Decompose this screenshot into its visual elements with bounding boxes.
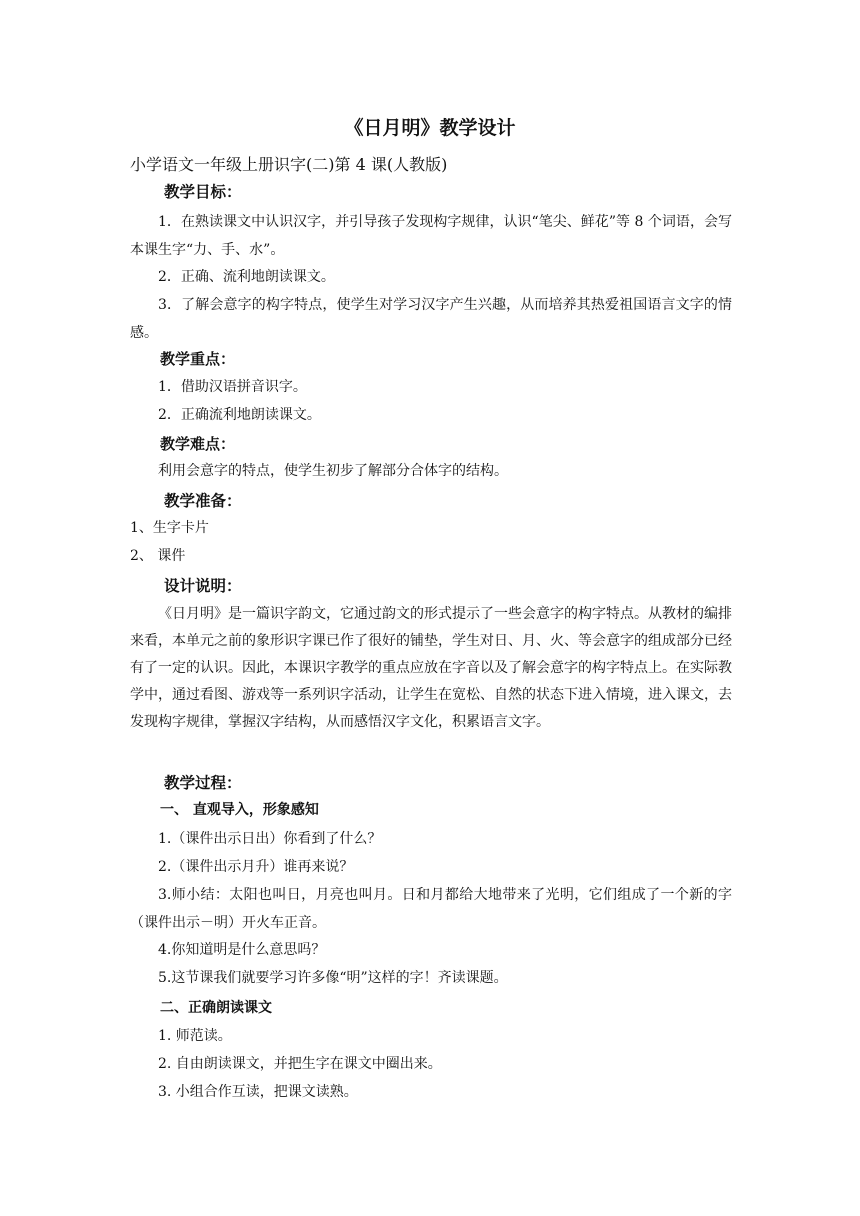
process-item: 5.这节课我们就要学习许多像“明”这样的字！齐读课题。 — [158, 970, 508, 986]
page-subtitle: 小学语文一年级上册识字(二)第 4 课(人教版) — [130, 155, 448, 174]
process-heading: 教学过程： — [164, 774, 242, 792]
design-note-text: 《日月明》是一篇识字韵文，它通过韵文的形式提示了一些会意字的构字特点。从教材的编排来看，本单元之前的象形识字课已作了很好的铺垫，学生对日、月、火、等会意字的组成部分已经有了一定的认识。因此，本课识字教学的重点应放在字音以及了解会意字的构字特点上。在实际教学中，通过看图、游戏等一系列识字活动，让学生在宽松、自然的状态下进入情境，进入课文，去发现构字规律，掌握汉字结构，从而感悟汉字文化，积累语言文字。 — [130, 606, 732, 730]
process-section1-heading: 一、 直观导入，形象感知 — [160, 802, 319, 818]
difficulties-heading: 教学难点： — [160, 435, 236, 453]
design-note-heading: 设计说明： — [164, 577, 242, 595]
key-point-item: 2．正确流利地朗读课文。 — [158, 407, 321, 423]
difficulties-text: 利用会意字的特点，使学生初步了解部分合体字的结构。 — [158, 463, 508, 479]
goal-item: 1．在熟读课文中认识汉字，并引导孩子发现构字规律，认识“笔尖、鲜花”等 8 个词语，会写本课生字“力、手、水”。 — [130, 214, 732, 258]
key-points-heading: 教学重点： — [160, 350, 236, 368]
goals-heading: 教学目标： — [164, 183, 242, 201]
goal-item: 3．了解会意字的构字特点，使学生对学习汉字产生兴趣，从而培养其热爱祖国语言文字的情感。 — [130, 297, 732, 341]
process-item: 4.你知道明是什么意思吗？ — [158, 942, 326, 958]
preparation-item: 2、 课件 — [130, 548, 186, 564]
page-title: 《日月明》教学设计 — [344, 117, 516, 139]
preparation-heading: 教学准备： — [164, 492, 242, 510]
goal-item: 2．正确、流利地朗读课文。 — [158, 269, 335, 285]
process-item: 2. 自由朗读课文，并把生字在课文中圈出来。 — [158, 1056, 442, 1072]
process-item: 3. 小组合作互读，把课文读熟。 — [158, 1084, 358, 1100]
process-item: 3.师小结：太阳也叫日，月亮也叫月。日和月都给大地带来了光明，它们组成了一个新的字（课件出示－明）开火车正音。 — [130, 887, 732, 931]
key-point-item: 1．借助汉语拼音识字。 — [158, 379, 307, 395]
process-item: 1. 师范读。 — [158, 1028, 232, 1044]
process-item: 1.（课件出示日出）你看到了什么？ — [158, 831, 382, 847]
preparation-item: 1、生字卡片 — [130, 520, 209, 536]
process-section2-heading: 二、正确朗读课文 — [160, 1000, 272, 1016]
process-item: 2.（课件出示月升）谁再来说？ — [158, 859, 354, 875]
